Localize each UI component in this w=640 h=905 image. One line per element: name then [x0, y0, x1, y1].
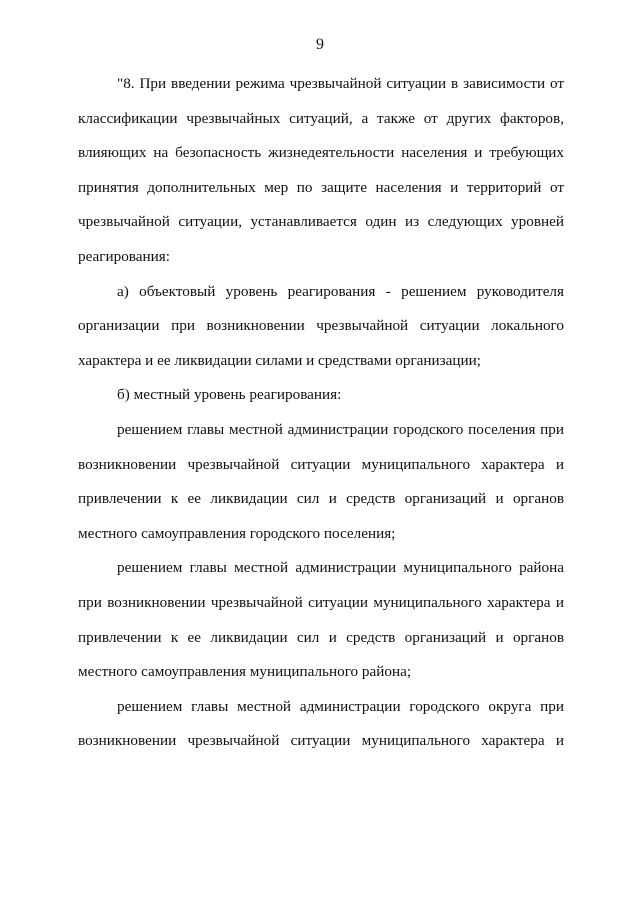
text-line: возникновении чрезвычайной ситуации муниципального характера и [78, 455, 564, 473]
body-text [78, 67, 564, 759]
text-line: решением главы местной администрации муниципального района [117, 559, 564, 577]
page-number: 9 [316, 36, 324, 53]
text-line: чрезвычайной ситуации, устанавливается один из следующих уровней [78, 213, 564, 231]
text-line: возникновении чрезвычайной ситуации муниципального характера и [78, 732, 564, 750]
text-line: реагирования: [78, 247, 170, 265]
text-line: местного самоуправления муниципального района; [78, 663, 412, 681]
text-line: влияющих на безопасность жизнедеятельности населения и требующих [78, 144, 564, 162]
text-line: привлечении к ее ликвидации сил и средств организаций и органов [78, 628, 564, 646]
text-line: характера и ее ликвидации силами и средствами организации; [78, 351, 482, 369]
text-line: привлечении к ее ликвидации сил и средств организаций и органов [78, 490, 564, 508]
text-line: местного самоуправления городского поселения; [78, 524, 396, 542]
text-line: классификации чрезвычайных ситуаций, а также от других факторов, [78, 109, 564, 127]
text-line: "8. При введении режима чрезвычайной ситуации в зависимости от [117, 75, 564, 92]
text-line: при возникновении чрезвычайной ситуации муниципального характера и [78, 593, 564, 611]
text-line: решением главы местной администрации городского округа при [117, 697, 564, 715]
text-line: решением главы местной администрации городского поселения при [117, 420, 564, 438]
text-line: б) местный уровень реагирования: [117, 386, 342, 404]
text-line: а) объектовый уровень реагирования - решением руководителя [117, 282, 564, 300]
text-line: организации при возникновении чрезвычайной ситуации локального [78, 317, 564, 335]
text-line: принятия дополнительных мер по защите населения и территорий от [78, 178, 564, 196]
